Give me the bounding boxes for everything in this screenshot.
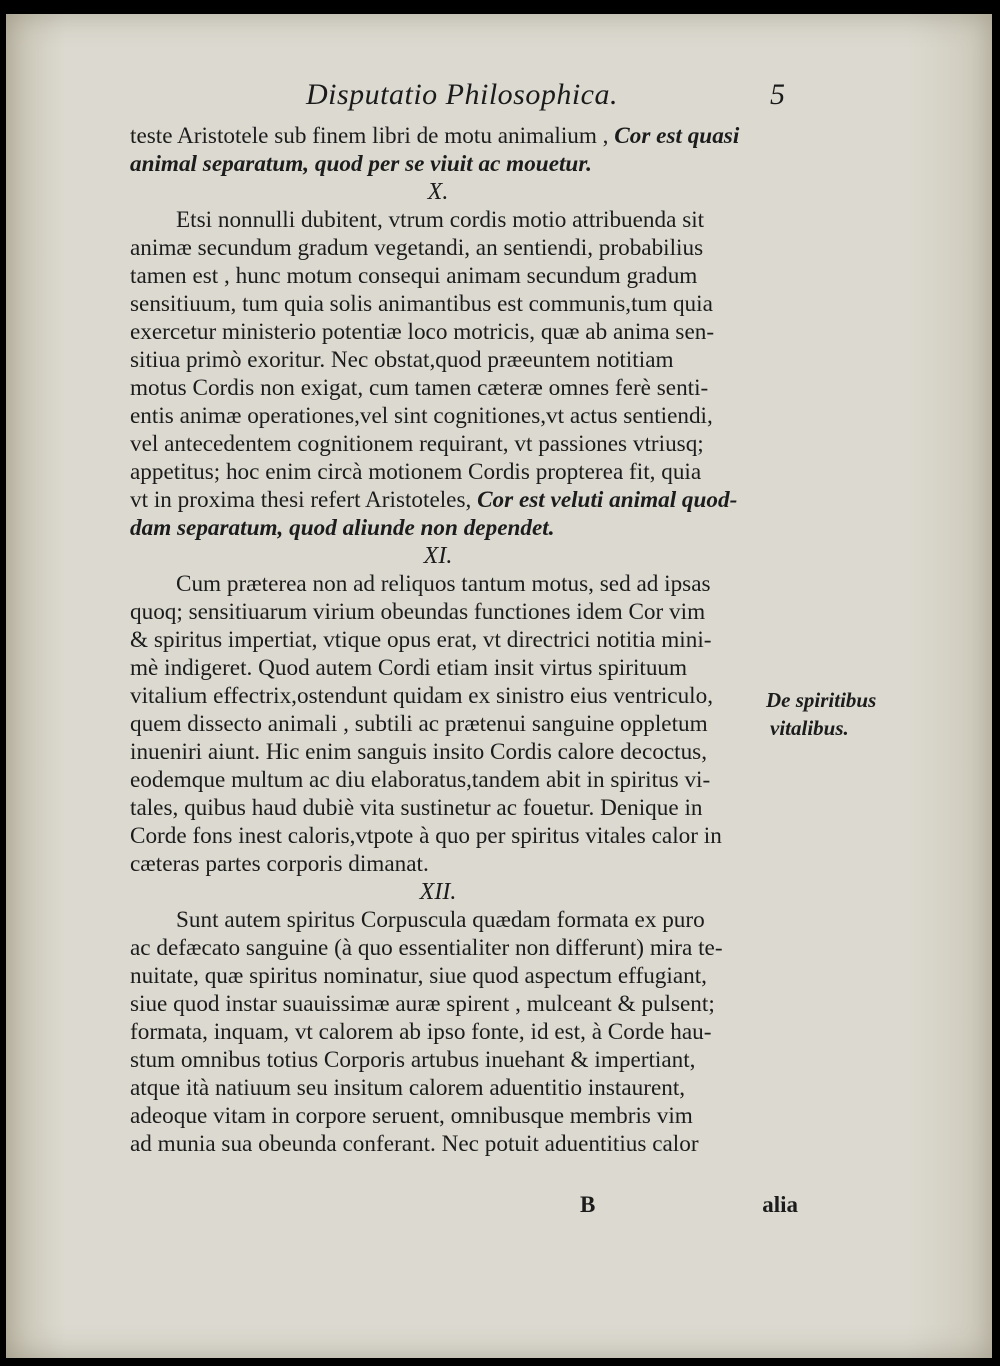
text-line-italic: Cor est quasi <box>614 123 740 149</box>
text-line <box>130 850 776 878</box>
text-line <box>130 1018 776 1046</box>
text-line-roman: quoq; sensitiuarum virium obeundas functiones idem Cor vim <box>130 599 706 625</box>
text-line <box>130 626 776 654</box>
text-line-roman: & spiritus impertiat, vtique opus erat, vt directrici notitia mini- <box>130 627 712 653</box>
text-line-roman: formata, inquam, vt calorem ab ipso fonte, id est, à Corde hau- <box>130 1019 712 1045</box>
text-line <box>130 710 776 738</box>
text-line <box>130 430 776 458</box>
text-line-roman: atque ità natiuum seu insitum calorem aduentitio instaurent, <box>130 1075 686 1101</box>
text-line <box>130 682 776 710</box>
text-line-roman: stum omnibus totius Corporis artubus inuehant & impertiant, <box>130 1047 696 1073</box>
text-line <box>130 374 776 402</box>
text-line <box>130 458 776 486</box>
text-line-roman: vt in proxima thesi refert Aristoteles, <box>130 487 478 513</box>
text-line <box>130 990 776 1018</box>
text-line <box>130 1046 776 1074</box>
text-line-roman: vitalium effectrix,ostendunt quidam ex sinistro eius ventriculo, <box>130 683 714 709</box>
text-line-roman: siue quod instar suauissimæ auræ spirent , mulceant & pulsent; <box>130 991 715 1017</box>
text-line-roman: quem dissecto animali , subtili ac prætenui sanguine oppletum <box>130 711 708 737</box>
text-line-roman: ad munia sua obeunda conferant. Nec potuit aduentitius calor <box>130 1131 699 1157</box>
text-line-roman: Corde fons inest caloris,vtpote à quo per spiritus vitales calor in <box>130 823 722 849</box>
text-line-roman: eodemque multum ac diu elaboratus,tandem abit in spiritus vi- <box>130 767 711 793</box>
text-line-roman: tamen est , hunc motum consequi animam secundum gradum <box>130 263 698 289</box>
text-line-roman: Cum præterea non ad reliquos tantum motus, sed ad ipsas <box>176 571 711 597</box>
section-number: XI. <box>423 543 453 569</box>
text-line-roman: vel antecedentem cognitionem requirant, vt passiones vtriusq; <box>130 431 704 457</box>
text-line <box>130 570 776 598</box>
running-title: Disputatio Philosophica. <box>306 78 618 111</box>
text-line-roman: Etsi nonnulli dubitent, vtrum cordis motio attribuenda sit <box>176 207 705 233</box>
text-line <box>130 514 776 542</box>
text-line <box>130 794 776 822</box>
margin-note <box>766 686 896 742</box>
text-line-roman: sitiua primò exoritur. Nec obstat,quod præeuntem notitiam <box>130 347 674 373</box>
text-line <box>130 262 776 290</box>
text-line-roman: appetitus; hoc enim circà motionem Cordis propterea fit, quia <box>130 459 702 485</box>
text-line <box>130 206 776 234</box>
text-line-roman: entis animæ operationes,vel sint cognitiones,vt actus sentiendi, <box>130 403 713 429</box>
text-line-roman: ac defæcato sanguine (à quo essentialiter non differunt) mira te- <box>130 935 723 961</box>
book-page <box>6 14 992 1358</box>
section-number: X. <box>427 179 449 205</box>
text-line <box>130 654 776 682</box>
text-line <box>130 598 776 626</box>
text-line-roman: teste Aristotele sub finem libri de motu animalium , <box>130 123 615 149</box>
text-line <box>130 1130 776 1158</box>
text-line-roman: nuitate, quæ spiritus nominatur, siue quod aspectum effugiant, <box>130 963 707 989</box>
text-line-roman: inueniri aiunt. Hic enim sanguis insito Cordis calore decoctus, <box>130 739 707 765</box>
text-line-roman: cæteras partes corporis dimanat. <box>130 851 429 877</box>
text-line <box>130 346 776 374</box>
body-text <box>130 122 776 1158</box>
text-line <box>130 402 776 430</box>
text-line-italic: animal separatum, quod per se viuit ac mouetur. <box>130 151 592 177</box>
catchword: alia <box>762 1192 798 1217</box>
text-line-roman: mè indigeret. Quod autem Cordi etiam insit virtus spirituum <box>130 655 688 681</box>
text-line <box>130 934 776 962</box>
text-line-roman: sensitiuum, tum quia solis animantibus est communis,tum quia <box>130 291 713 317</box>
signature-mark: B <box>580 1192 596 1217</box>
page-footer <box>130 1192 798 1222</box>
text-line <box>130 318 776 346</box>
section-number: XII. <box>419 879 457 905</box>
text-line <box>130 290 776 318</box>
text-line-italic: Cor est veluti animal quod- <box>477 487 738 513</box>
text-line <box>130 738 776 766</box>
text-line <box>130 906 776 934</box>
text-line <box>130 234 776 262</box>
text-line <box>130 486 776 514</box>
text-line <box>130 766 776 794</box>
page-number: 5 <box>770 78 785 111</box>
margin-note-line-1: De spiritibus <box>766 688 877 712</box>
text-line-roman: exercetur ministerio potentiæ loco motricis, quæ ab anima sen- <box>130 319 715 345</box>
text-line <box>130 122 776 150</box>
text-line <box>130 822 776 850</box>
text-line-roman: motus Cordis non exigat, cum tamen cæteræ omnes ferè senti- <box>130 375 709 401</box>
margin-note-line-2: vitalibus. <box>770 716 849 740</box>
text-line <box>130 962 776 990</box>
text-line-roman: animæ secundum gradum vegetandi, an sentiendi, probabilius <box>130 235 704 261</box>
text-line-roman: adeoque vitam in corpore seruent, omnibusque membris vim <box>130 1103 693 1129</box>
text-line <box>130 1074 776 1102</box>
text-line-italic: dam separatum, quod aliunde non dependet. <box>130 515 555 541</box>
text-line-roman: Sunt autem spiritus Corpuscula quædam formata ex puro <box>176 907 705 933</box>
page-header <box>6 76 992 116</box>
text-line <box>130 1102 776 1130</box>
text-line-roman: tales, quibus haud dubiè vita sustinetur ac fouetur. Denique in <box>130 795 703 821</box>
text-line <box>130 150 776 178</box>
